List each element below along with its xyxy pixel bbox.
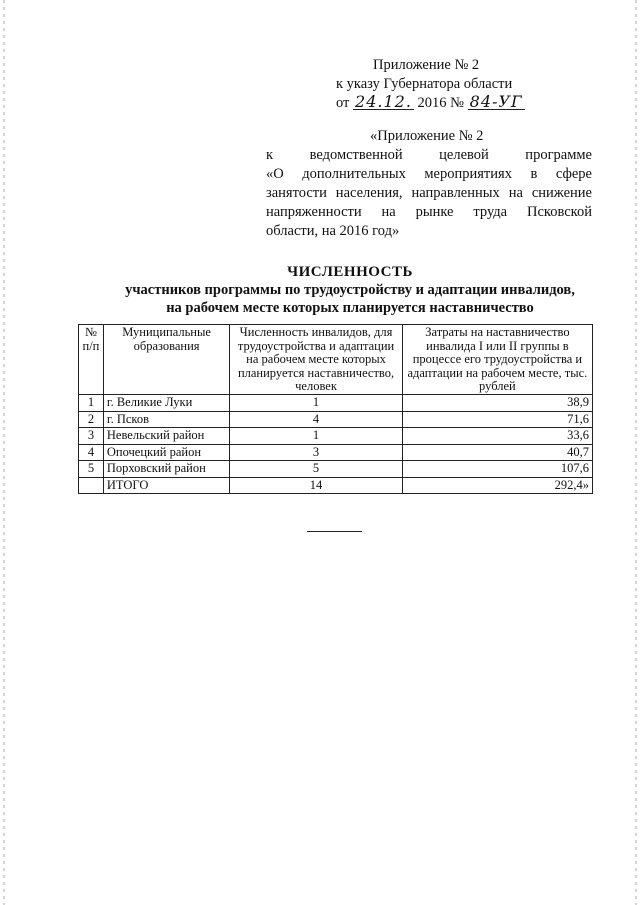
table-row — [79, 461, 593, 478]
year-number-label: 2016 № — [417, 95, 465, 111]
title-subtitle-1: участников программы по трудоустройству и адаптации инвалидов, — [125, 282, 575, 298]
total-number — [79, 477, 104, 494]
participants-table — [78, 324, 593, 494]
header-municipality: Муниципальные образования — [103, 325, 229, 395]
row-cost: 71,6 — [402, 411, 592, 428]
header-number: № п/п — [79, 325, 104, 395]
program-line: «О дополнительных мероприятиях в сфере — [266, 166, 592, 182]
appendix-decree-block — [336, 56, 536, 113]
row-number: 5 — [79, 461, 104, 478]
decree-date-line — [336, 94, 536, 113]
closing-rule — [307, 531, 362, 532]
row-cost: 38,9 — [402, 395, 592, 412]
table-row — [79, 395, 593, 412]
row-number: 2 — [79, 411, 104, 428]
row-count: 5 — [230, 461, 403, 478]
row-number: 1 — [79, 395, 104, 412]
total-label: ИТОГО — [103, 477, 229, 494]
row-count: 4 — [230, 411, 403, 428]
decree-reference: к указу Губернатора области — [336, 76, 513, 92]
header-cost: Затраты на наставничество инвалида I или II группы в процессе его трудоустройства и адаптации на рабочем месте, тыс. рублей — [402, 325, 592, 395]
row-number: 3 — [79, 428, 104, 445]
header-count: Численность инвалидов, для трудоустройства и адаптации на рабочем месте которых планируется наставничество, человек — [230, 325, 403, 395]
table-row — [79, 428, 593, 445]
program-line-last: области, на 2016 год» — [266, 223, 400, 239]
total-count: 14 — [230, 477, 403, 494]
program-line: напряженности на рынке труда Псковской — [266, 204, 592, 220]
total-cost: 292,4» — [402, 477, 592, 494]
table-row — [79, 444, 593, 461]
program-appendix-heading: «Приложение № 2 — [370, 128, 484, 144]
table-total-row — [79, 477, 593, 494]
row-cost: 107,6 — [402, 461, 592, 478]
appendix-program-block — [266, 127, 592, 241]
scan-edge-right — [635, 0, 637, 905]
table-header-row — [79, 325, 593, 395]
row-cost: 33,6 — [402, 428, 592, 445]
row-cost: 40,7 — [402, 444, 592, 461]
row-municipality: г. Псков — [103, 411, 229, 428]
date-prefix: от — [336, 95, 350, 111]
row-municipality: Опочецкий район — [103, 444, 229, 461]
row-count: 3 — [230, 444, 403, 461]
handwritten-decree-number: 84-УГ — [469, 92, 523, 111]
row-count: 1 — [230, 428, 403, 445]
title-main: ЧИСЛЕННОСТЬ — [287, 264, 413, 280]
handwritten-date: 24.12. — [355, 92, 412, 111]
title-subtitle-2: на рабочем месте которых планируется наставничество — [166, 300, 534, 316]
document-title — [60, 264, 640, 317]
program-line: к ведомственной целевой программе — [266, 147, 592, 163]
row-municipality: г. Великие Луки — [103, 395, 229, 412]
row-number: 4 — [79, 444, 104, 461]
row-municipality: Невельский район — [103, 428, 229, 445]
program-line: занятости населения, направленных на снижение — [266, 185, 592, 201]
scan-edge-left — [3, 0, 5, 905]
table-row — [79, 411, 593, 428]
row-municipality: Порховский район — [103, 461, 229, 478]
appendix-number: Приложение № 2 — [373, 57, 480, 73]
row-count: 1 — [230, 395, 403, 412]
